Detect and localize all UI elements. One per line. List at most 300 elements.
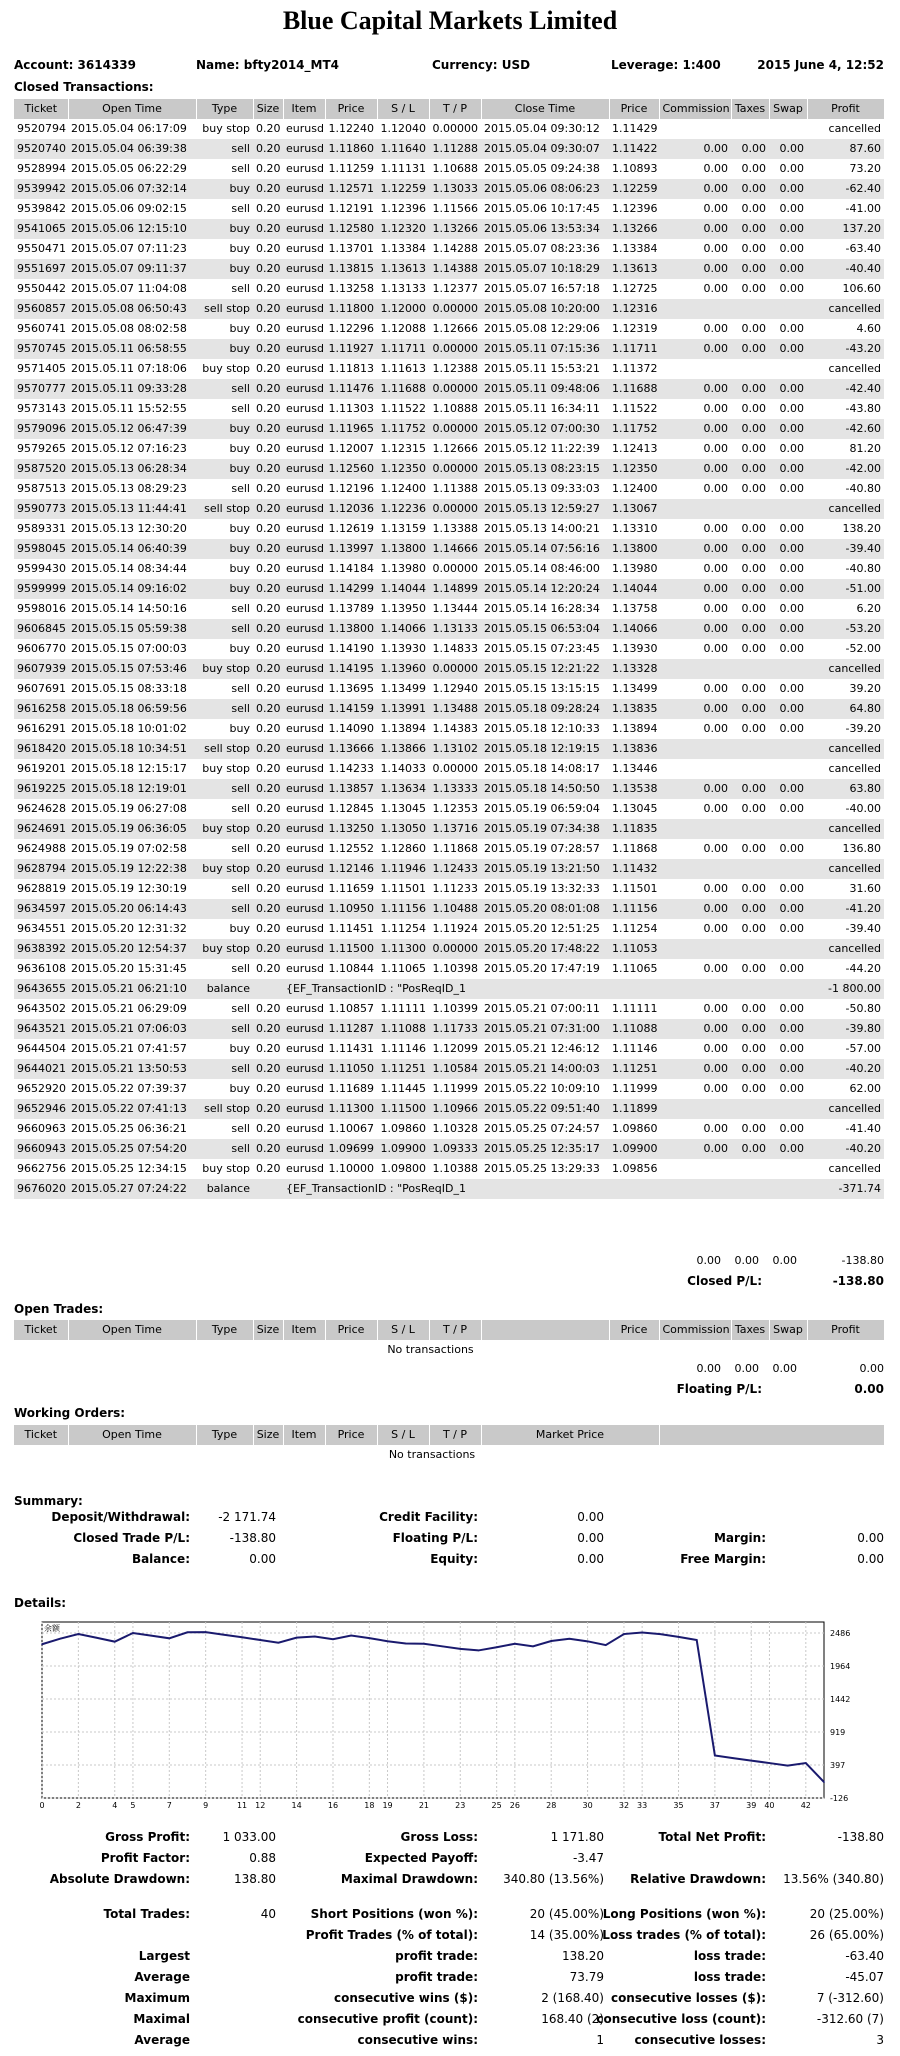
cell: 9652946 xyxy=(14,1099,68,1119)
x-tick-label: 4 xyxy=(112,1801,118,1810)
column-header: Profit xyxy=(807,99,884,119)
summary-equity-label: Equity: xyxy=(430,1552,478,1566)
commission-total: 0.00 xyxy=(696,1254,721,1267)
cell: 1.10950 xyxy=(325,899,377,919)
cell: 0.00 xyxy=(659,259,731,279)
cell: 9520794 xyxy=(17,122,66,135)
cell: sell stop xyxy=(196,1099,253,1119)
cell: 1.13894 xyxy=(380,722,426,735)
cell: 2015.05.12 07:00:30 xyxy=(481,419,609,439)
y-tick-label: 2486 xyxy=(830,1628,851,1638)
cell: 2015.05.19 06:59:04 xyxy=(484,802,600,815)
cell: 0.00 xyxy=(779,802,804,815)
cell: 9560857 xyxy=(14,299,68,319)
cell: 9643502 xyxy=(17,1002,66,1015)
cell: 0.00 xyxy=(659,179,731,199)
profit-cell: -42.40 xyxy=(807,379,884,399)
x-tick-label: 35 xyxy=(673,1801,684,1810)
cell: 1.14299 xyxy=(325,579,377,599)
cell: 0.00 xyxy=(779,962,804,975)
cell: 2015.05.25 12:34:15 xyxy=(71,1162,187,1175)
commission-total: 0.00 xyxy=(696,1362,721,1375)
summary-free-margin: 0.00 xyxy=(857,1552,884,1566)
cell: 0.20 xyxy=(256,882,281,895)
cell: 1.12259 xyxy=(609,179,659,199)
balance-point xyxy=(714,1755,716,1757)
cell: 0.20 xyxy=(256,1162,281,1175)
cell: 2015.05.19 13:32:33 xyxy=(484,882,600,895)
cell: 2015.05.20 06:14:43 xyxy=(68,899,196,919)
column-header: Open Time xyxy=(68,1320,196,1340)
cell: 0.20 xyxy=(253,779,283,799)
cell: 0.00 xyxy=(779,1082,804,1095)
cell: 1.14666 xyxy=(429,539,481,559)
account-number: Account: 3614339 xyxy=(14,58,137,72)
stat-max-dd: 340.80 (13.56%) xyxy=(503,1872,604,1886)
stat-max-dd-label: Maximal Drawdown: xyxy=(340,1872,478,1886)
x-tick-label: 39 xyxy=(746,1801,757,1810)
transaction-row xyxy=(14,579,884,599)
cell: 2015.05.20 08:01:08 xyxy=(481,899,609,919)
cell: 2015.05.27 07:24:22 xyxy=(68,1179,196,1199)
cell: 0.20 xyxy=(256,642,281,655)
cell: 1.11800 xyxy=(325,299,377,319)
profit-cell: 31.60 xyxy=(849,882,881,895)
cell: eurusd xyxy=(286,562,324,575)
profit-cell: 106.60 xyxy=(842,282,881,295)
cell: 1.10893 xyxy=(612,162,658,175)
cell: 2015.05.11 07:18:06 xyxy=(71,362,187,375)
cell: 1.13446 xyxy=(612,762,658,775)
status-cancelled: cancelled xyxy=(807,659,884,679)
cell: 0.20 xyxy=(253,1099,283,1119)
cell: 1.11251 xyxy=(609,1059,659,1079)
balance-point xyxy=(169,1637,171,1639)
cell: 1.14899 xyxy=(429,579,481,599)
cell: 1.13836 xyxy=(609,739,659,759)
cell: 0.20 xyxy=(253,859,283,879)
profit-cell: -42.60 xyxy=(807,419,884,439)
profit-cell: -40.20 xyxy=(807,1059,884,1079)
cell: 0.00 xyxy=(703,682,728,695)
cell: 2015.05.19 12:22:38 xyxy=(68,859,196,879)
cell: sell xyxy=(231,282,250,295)
cell: 0.20 xyxy=(253,1139,283,1159)
pl-label: Closed P/L: xyxy=(687,1274,762,1288)
cell: 1.11388 xyxy=(432,482,478,495)
cell: 0.00 xyxy=(731,579,769,599)
cell: 2015.05.18 12:15:17 xyxy=(71,762,187,775)
stat-short-label: Short Positions (won %): xyxy=(310,1907,478,1921)
transaction-row xyxy=(14,559,884,579)
balance-point xyxy=(296,1637,298,1639)
cell: 9634597 xyxy=(14,899,68,919)
cell: 2015.05.05 06:22:29 xyxy=(71,162,187,175)
transaction-row xyxy=(14,379,884,399)
stat-gross-loss: 1 171.80 xyxy=(550,1830,604,1844)
cell xyxy=(769,499,807,519)
working-header-row xyxy=(14,1425,884,1445)
cell: 1.13950 xyxy=(380,602,426,615)
cell: sell xyxy=(231,962,250,975)
cell: 2015.05.11 15:53:21 xyxy=(484,362,600,375)
profit-cell: -39.40 xyxy=(845,922,881,935)
cell: 0.00000 xyxy=(432,122,478,135)
cell: 2015.05.13 12:30:20 xyxy=(71,522,187,535)
stat-profit-factor: 0.88 xyxy=(249,1851,276,1865)
cell: 2015.05.15 05:59:38 xyxy=(68,619,196,639)
balance-point xyxy=(78,1633,80,1635)
cell xyxy=(731,859,769,879)
balance-point xyxy=(623,1633,625,1635)
cell: 0.00 xyxy=(769,699,807,719)
cell: 0.00 xyxy=(779,922,804,935)
cell: 1.13444 xyxy=(432,602,478,615)
cell: 2015.05.21 07:00:11 xyxy=(484,1002,600,1015)
transaction-row xyxy=(14,199,884,219)
cell: 9570777 xyxy=(14,379,68,399)
cell: 0.00 xyxy=(731,219,769,239)
stat-profit-factor-label: Profit Factor: xyxy=(100,1851,190,1865)
cell: 1.13980 xyxy=(612,562,658,575)
cell xyxy=(769,939,807,959)
cell: 1.11501 xyxy=(612,882,658,895)
cell: 9607691 xyxy=(17,682,66,695)
balance-point xyxy=(459,1648,461,1650)
cell: buy xyxy=(196,579,253,599)
cell: 0.00 xyxy=(659,219,731,239)
cell: 0.20 xyxy=(253,139,283,159)
cell: buy xyxy=(196,219,253,239)
cell: 1.11927 xyxy=(325,339,377,359)
cell: buy xyxy=(229,1082,250,1095)
cell: 1.13045 xyxy=(380,802,426,815)
cell: 1.13384 xyxy=(612,242,658,255)
cell: 0.00 xyxy=(769,1059,807,1079)
cell: 9676020 xyxy=(14,1179,68,1199)
cell: 0.00000 xyxy=(429,419,481,439)
transaction-row xyxy=(14,819,884,839)
x-tick-label: 21 xyxy=(418,1801,430,1810)
balance-point xyxy=(441,1646,443,1648)
cell: sell stop xyxy=(196,739,253,759)
balance-point xyxy=(823,1781,825,1783)
cell: 1.11813 xyxy=(328,362,374,375)
stat-average-loss-label: loss trade: xyxy=(693,1970,766,1984)
cell: 9550471 xyxy=(17,242,66,255)
cell: 1.13033 xyxy=(429,179,481,199)
cell: 0.00 xyxy=(703,322,728,335)
cell: 0.00 xyxy=(731,539,769,559)
transaction-row xyxy=(14,259,884,279)
cell: 1.11156 xyxy=(609,899,659,919)
cell xyxy=(659,939,731,959)
cell: eurusd xyxy=(283,659,325,679)
cell: 0.00 xyxy=(703,922,728,935)
cell xyxy=(659,819,731,839)
cell: sell xyxy=(231,842,250,855)
summary-credit: 0.00 xyxy=(577,1510,604,1524)
transaction-row xyxy=(14,239,884,259)
cell: eurusd xyxy=(286,1162,324,1175)
column-header: Market Price xyxy=(481,1425,659,1445)
cell: 1.14044 xyxy=(609,579,659,599)
stat-profit-trades-label: Profit Trades (% of total): xyxy=(305,1928,478,1942)
y-tick-label: 397 xyxy=(830,1760,846,1770)
cell: 1.11500 xyxy=(377,1099,429,1119)
cell: buy xyxy=(229,642,250,655)
cell: 2015.05.19 13:21:50 xyxy=(481,859,609,879)
cell: 2015.05.06 13:53:34 xyxy=(481,219,609,239)
cell: 1.12725 xyxy=(612,282,658,295)
transaction-row xyxy=(14,139,884,159)
cell: eurusd xyxy=(283,819,325,839)
transaction-row xyxy=(14,319,884,339)
cell: sell xyxy=(231,1002,250,1015)
cell: 0.20 xyxy=(253,579,283,599)
cell: 0.00 xyxy=(659,539,731,559)
status-cancelled: cancelled xyxy=(828,1162,881,1175)
column-header: Price xyxy=(325,1425,377,1445)
cell: buy xyxy=(196,419,253,439)
cell: eurusd xyxy=(286,362,324,375)
cell: 0.00 xyxy=(703,1002,728,1015)
cell: 0.00 xyxy=(659,699,731,719)
cell: 0.00 xyxy=(703,1042,728,1055)
cell: 1.11053 xyxy=(609,939,659,959)
balance-point xyxy=(423,1643,425,1645)
open-trades-heading: Open Trades: xyxy=(14,1302,104,1316)
cell: eurusd xyxy=(283,1099,325,1119)
cell: 2015.05.13 09:33:03 xyxy=(484,482,600,495)
profit-cell: -39.80 xyxy=(807,1019,884,1039)
balance-point xyxy=(569,1638,571,1640)
cell: eurusd xyxy=(283,219,325,239)
cell xyxy=(731,939,769,959)
stat-short: 20 (45.00%) xyxy=(529,1907,604,1921)
cell: 0.20 xyxy=(253,699,283,719)
cell: 0.20 xyxy=(253,659,283,679)
cell: 2015.05.15 13:15:15 xyxy=(484,682,600,695)
cell: 1.14190 xyxy=(328,642,374,655)
x-tick-label: 18 xyxy=(364,1801,375,1810)
stat-rel-dd-label: Relative Drawdown: xyxy=(630,1872,766,1886)
profit-cell: -40.20 xyxy=(807,1139,884,1159)
balance-point xyxy=(805,1762,807,1764)
cell: 0.20 xyxy=(256,1082,281,1095)
cell: 0.20 xyxy=(253,939,283,959)
cell: 2015.05.13 14:00:21 xyxy=(484,522,600,535)
cell: 0.00 xyxy=(741,442,766,455)
cell: 1.13266 xyxy=(609,219,659,239)
stat-maximal-profit: 168.40 (2) xyxy=(541,2012,604,2026)
cell: sell xyxy=(231,602,250,615)
cell: 2015.05.18 06:59:56 xyxy=(68,699,196,719)
cell: 1.11251 xyxy=(377,1059,429,1079)
cell: 0.00 xyxy=(779,642,804,655)
cell xyxy=(769,759,807,779)
cell: 0.20 xyxy=(253,739,283,759)
balance-point xyxy=(405,1643,407,1645)
transaction-row xyxy=(14,639,884,659)
cell: 2015.05.11 16:34:11 xyxy=(484,402,600,415)
transaction-row xyxy=(14,339,884,359)
cell: 2015.05.18 12:19:15 xyxy=(481,739,609,759)
transaction-row xyxy=(14,1039,884,1059)
stat-total-trades-label: Total Trades: xyxy=(103,1907,190,1921)
transaction-row xyxy=(14,839,884,859)
balance-point xyxy=(587,1641,589,1643)
cell: 0.00 xyxy=(731,1139,769,1159)
status-cancelled: cancelled xyxy=(807,739,884,759)
stat-rel-dd: 13.56% (340.80) xyxy=(783,1872,884,1886)
cell: 2015.05.06 07:32:14 xyxy=(68,179,196,199)
stat-max-cons-wins: 2 (168.40) xyxy=(541,1991,604,2005)
profit-cell: 64.80 xyxy=(807,699,884,719)
balance-comment: {EF_TransactionID : "PosReqID_1 xyxy=(283,979,807,999)
cell: 1.13835 xyxy=(609,699,659,719)
cell: 0.00 xyxy=(703,1122,728,1135)
stat-gross-profit-label: Gross Profit: xyxy=(105,1830,190,1844)
cell: 0.00 xyxy=(731,459,769,479)
cell: 1.13980 xyxy=(380,562,426,575)
cell: 0.00 xyxy=(731,699,769,719)
cell: 0.00 xyxy=(741,522,766,535)
cell: 2015.05.20 15:31:45 xyxy=(71,962,187,975)
cell: 2015.05.15 07:00:03 xyxy=(71,642,187,655)
cell: 1.12000 xyxy=(377,299,429,319)
cell: 1.11476 xyxy=(325,379,377,399)
cell: 0.00 xyxy=(779,322,804,335)
cell: buy xyxy=(196,259,253,279)
cell: 9644504 xyxy=(17,1042,66,1055)
cell: 0.00 xyxy=(741,1042,766,1055)
stat-long: 20 (25.00%) xyxy=(809,1907,884,1921)
cell: eurusd xyxy=(283,619,325,639)
closed-header-row xyxy=(14,99,884,119)
column-header: Close Time xyxy=(481,99,609,119)
profit-cell: -57.00 xyxy=(845,1042,881,1055)
cell: 1.12396 xyxy=(612,202,658,215)
stat-max-cons-losses-label: consecutive losses ($): xyxy=(610,1991,766,2005)
cell: eurusd xyxy=(283,259,325,279)
open-header-row xyxy=(14,1320,884,1340)
cell: 1.11432 xyxy=(609,859,659,879)
cell: 0.00000 xyxy=(429,659,481,679)
transaction-row xyxy=(14,519,884,539)
cell: 0.00 xyxy=(741,882,766,895)
cell: 1.13894 xyxy=(612,722,658,735)
cell: 1.14066 xyxy=(609,619,659,639)
transaction-row xyxy=(14,1179,884,1199)
cell: 1.11088 xyxy=(377,1019,429,1039)
cell: 0.00 xyxy=(659,419,731,439)
transaction-row xyxy=(14,1119,884,1139)
balance-point xyxy=(750,1760,752,1762)
cell: 2015.05.08 10:20:00 xyxy=(481,299,609,319)
cell: sell stop xyxy=(196,499,253,519)
cell: 2015.05.15 07:53:46 xyxy=(68,659,196,679)
cell: 2015.05.11 15:52:55 xyxy=(71,402,187,415)
cell: 9598045 xyxy=(14,539,68,559)
cell: sell xyxy=(196,1139,253,1159)
profit-total: 0.00 xyxy=(859,1362,884,1375)
cell: 2015.05.18 10:34:51 xyxy=(68,739,196,759)
cell: buy xyxy=(196,459,253,479)
balance-point xyxy=(514,1643,516,1645)
x-tick-label: 37 xyxy=(709,1801,720,1810)
column-header: Commission xyxy=(659,99,731,119)
cell: 0.20 xyxy=(256,962,281,975)
cell: 9636108 xyxy=(17,962,66,975)
cell: 0.00 xyxy=(779,882,804,895)
cell: 2015.05.13 08:23:15 xyxy=(481,459,609,479)
summary-balance-label: Balance: xyxy=(131,1552,190,1566)
cell: 0.00000 xyxy=(429,939,481,959)
cell: 1.13159 xyxy=(380,522,426,535)
cell: 1.11303 xyxy=(328,402,374,415)
cell: 1.13866 xyxy=(377,739,429,759)
stat-average-loss: -45.07 xyxy=(845,1970,884,1984)
column-header: Size xyxy=(253,99,283,119)
profit-cell: -50.80 xyxy=(845,1002,881,1015)
cell: 1.13133 xyxy=(380,282,426,295)
cell: 0.20 xyxy=(256,802,281,815)
column-header: T / P xyxy=(429,99,481,119)
cell: 2015.05.25 12:35:17 xyxy=(481,1139,609,1159)
cell: 2015.05.04 09:30:07 xyxy=(481,139,609,159)
cell: 1.13800 xyxy=(377,539,429,559)
cell: 2015.05.08 12:29:06 xyxy=(484,322,600,335)
cell: 2015.05.19 07:28:57 xyxy=(484,842,600,855)
cell: 2015.05.11 09:48:06 xyxy=(481,379,609,399)
cell: 1.11640 xyxy=(377,139,429,159)
cell: eurusd xyxy=(286,642,324,655)
status-cancelled: cancelled xyxy=(807,499,884,519)
cell: 1.12319 xyxy=(612,322,658,335)
cell: 2015.05.07 09:11:37 xyxy=(68,259,196,279)
cell: 0.00 xyxy=(741,282,766,295)
cell: 0.00 xyxy=(741,602,766,615)
cell: 1.13930 xyxy=(612,642,658,655)
cell: 0.20 xyxy=(253,1059,283,1079)
cell: 9606770 xyxy=(17,642,66,655)
cell: 1.13789 xyxy=(328,602,374,615)
cell: 1.11088 xyxy=(609,1019,659,1039)
cell: 1.09699 xyxy=(325,1139,377,1159)
cell: 0.00 xyxy=(741,202,766,215)
cell: 2015.05.21 07:31:00 xyxy=(481,1019,609,1039)
cell: 9624691 xyxy=(14,819,68,839)
cell: 0.20 xyxy=(256,922,281,935)
cell: 0.00 xyxy=(703,162,728,175)
cell: 2015.05.21 06:29:09 xyxy=(71,1002,187,1015)
cell: 2015.05.06 09:02:15 xyxy=(71,202,187,215)
column-header: T / P xyxy=(429,1425,481,1445)
cell: 9589331 xyxy=(17,522,66,535)
cell: 2015.05.19 12:30:19 xyxy=(71,882,187,895)
column-header: Ticket xyxy=(14,1425,68,1445)
cell: 0.00 xyxy=(779,1042,804,1055)
cell: 0.00 xyxy=(703,402,728,415)
cell: 1.14044 xyxy=(377,579,429,599)
cell: 1.12350 xyxy=(609,459,659,479)
cell: buy xyxy=(229,322,250,335)
cell: 1.13997 xyxy=(325,539,377,559)
cell: 0.00 xyxy=(659,1059,731,1079)
stat-net-profit: -138.80 xyxy=(837,1830,884,1844)
status-cancelled: cancelled xyxy=(828,762,881,775)
